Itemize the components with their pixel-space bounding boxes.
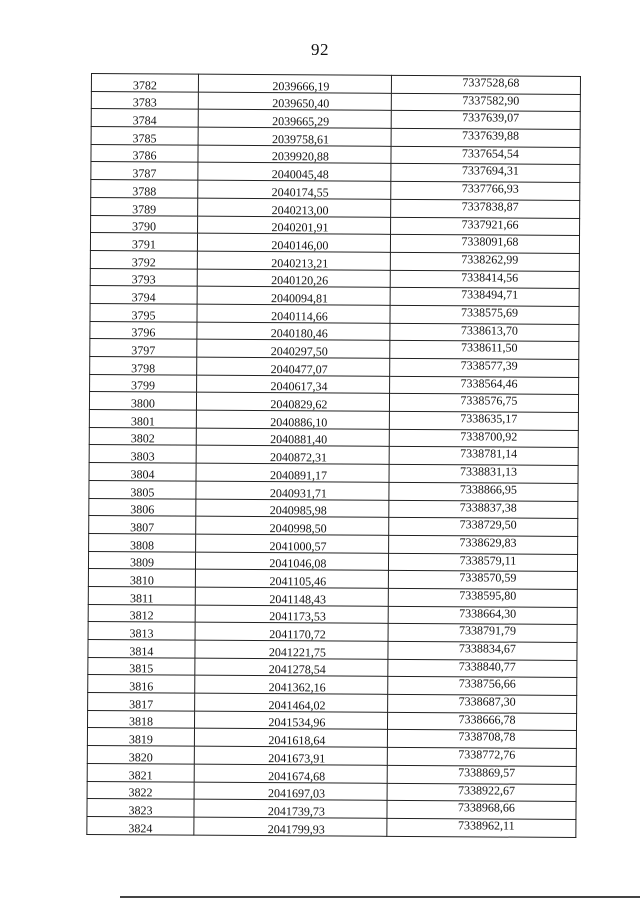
y-coordinate-cell: 7338962,11 bbox=[387, 818, 576, 837]
y-coordinate-cell: 7338635,17 bbox=[389, 411, 578, 430]
y-coordinate-cell: 7338866,95 bbox=[389, 482, 578, 501]
point-number-cell: 3796 bbox=[90, 321, 197, 339]
x-coordinate-cell: 2041799,93 bbox=[194, 817, 387, 836]
y-coordinate-cell: 7338834,67 bbox=[388, 641, 577, 660]
y-coordinate-cell: 7338666,78 bbox=[387, 712, 576, 731]
point-number-cell: 3788 bbox=[91, 180, 198, 198]
x-coordinate-cell: 2040180,46 bbox=[197, 322, 390, 341]
point-number-cell: 3813 bbox=[88, 622, 195, 640]
point-number-cell: 3820 bbox=[87, 746, 194, 764]
point-number-cell: 3801 bbox=[89, 410, 196, 428]
x-coordinate-cell: 2041170,72 bbox=[195, 622, 388, 641]
x-coordinate-cell: 2041464,02 bbox=[195, 693, 388, 712]
y-coordinate-cell: 7338869,57 bbox=[387, 765, 576, 784]
x-coordinate-cell: 2041534,96 bbox=[194, 711, 387, 730]
x-coordinate-cell: 2040114,66 bbox=[197, 304, 390, 323]
y-coordinate-cell: 7337639,88 bbox=[391, 128, 580, 147]
x-coordinate-cell: 2039665,29 bbox=[198, 110, 391, 129]
point-number-cell: 3814 bbox=[88, 639, 195, 657]
point-number-cell: 3806 bbox=[89, 498, 196, 516]
point-number-cell: 3808 bbox=[89, 533, 196, 551]
x-coordinate-cell: 2040174,55 bbox=[198, 180, 391, 199]
y-coordinate-cell: 7337639,07 bbox=[391, 111, 580, 130]
x-coordinate-cell: 2041221,75 bbox=[195, 640, 388, 659]
y-coordinate-cell: 7337528,68 bbox=[391, 75, 580, 94]
point-number-cell: 3783 bbox=[91, 91, 198, 109]
point-number-cell: 3824 bbox=[87, 816, 194, 834]
y-coordinate-cell: 7338414,56 bbox=[390, 270, 579, 289]
point-number-cell: 3822 bbox=[87, 781, 194, 799]
point-number-cell: 3786 bbox=[91, 144, 198, 162]
x-coordinate-cell: 2040094,81 bbox=[197, 286, 390, 305]
x-coordinate-cell: 2039650,40 bbox=[198, 92, 391, 111]
y-coordinate-cell: 7338611,50 bbox=[390, 341, 579, 360]
x-coordinate-cell: 2041000,57 bbox=[196, 534, 389, 553]
point-number-cell: 3818 bbox=[87, 710, 194, 728]
y-coordinate-cell: 7338756,66 bbox=[388, 677, 577, 696]
x-coordinate-cell: 2041673,91 bbox=[194, 746, 387, 765]
point-number-cell: 3823 bbox=[87, 799, 194, 817]
y-coordinate-cell: 7338575,69 bbox=[390, 305, 579, 324]
x-coordinate-cell: 2041173,53 bbox=[195, 605, 388, 624]
x-coordinate-cell: 2040297,50 bbox=[197, 339, 390, 358]
x-coordinate-cell: 2040045,48 bbox=[198, 163, 391, 182]
point-number-cell: 3797 bbox=[90, 339, 197, 357]
point-number-cell: 3790 bbox=[91, 215, 198, 233]
coordinates-table bbox=[86, 73, 581, 838]
point-number-cell: 3821 bbox=[87, 763, 194, 781]
x-coordinate-cell: 2041618,64 bbox=[194, 729, 387, 748]
x-coordinate-cell: 2041697,03 bbox=[194, 782, 387, 801]
y-coordinate-cell: 7338708,78 bbox=[387, 730, 576, 749]
x-coordinate-cell: 2040213,00 bbox=[198, 198, 391, 217]
point-number-cell: 3816 bbox=[88, 675, 195, 693]
x-coordinate-cell: 2040881,40 bbox=[196, 428, 389, 447]
point-number-cell: 3792 bbox=[90, 250, 197, 268]
y-coordinate-cell: 7338791,79 bbox=[388, 624, 577, 643]
x-coordinate-cell: 2040201,91 bbox=[197, 216, 390, 235]
point-number-cell: 3800 bbox=[89, 392, 196, 410]
x-coordinate-cell: 2041046,08 bbox=[195, 552, 388, 571]
y-coordinate-cell: 7338831,13 bbox=[389, 464, 578, 483]
point-number-cell: 3795 bbox=[90, 303, 197, 321]
point-number-cell: 3811 bbox=[88, 586, 195, 604]
x-coordinate-cell: 2040213,21 bbox=[197, 251, 390, 270]
x-coordinate-cell: 2040931,71 bbox=[196, 481, 389, 500]
x-coordinate-cell: 2040477,07 bbox=[197, 357, 390, 376]
x-coordinate-cell: 2040617,34 bbox=[197, 375, 390, 394]
y-coordinate-cell: 7338729,50 bbox=[389, 518, 578, 537]
point-number-cell: 3787 bbox=[91, 162, 198, 180]
point-number-cell: 3789 bbox=[91, 197, 198, 215]
y-coordinate-cell: 7338262,99 bbox=[390, 252, 579, 271]
x-coordinate-cell: 2041278,54 bbox=[195, 658, 388, 677]
y-coordinate-cell: 7338664,30 bbox=[388, 606, 577, 625]
point-number-cell: 3782 bbox=[91, 74, 198, 92]
point-number-cell: 3791 bbox=[90, 233, 197, 251]
y-coordinate-cell: 7338772,76 bbox=[387, 747, 576, 766]
y-coordinate-cell: 7338595,80 bbox=[388, 588, 577, 607]
x-coordinate-cell: 2039920,88 bbox=[198, 145, 391, 164]
x-coordinate-cell: 2041674,68 bbox=[194, 764, 387, 783]
point-number-cell: 3803 bbox=[89, 445, 196, 463]
y-coordinate-cell: 7338570,59 bbox=[388, 571, 577, 590]
x-coordinate-cell: 2040120,26 bbox=[197, 269, 390, 288]
x-coordinate-cell: 2040998,50 bbox=[196, 516, 389, 535]
y-coordinate-cell: 7338968,66 bbox=[387, 801, 576, 820]
y-coordinate-cell: 7338494,71 bbox=[390, 288, 579, 307]
y-coordinate-cell: 7337766,93 bbox=[391, 181, 580, 200]
x-coordinate-cell: 2041148,43 bbox=[195, 587, 388, 606]
x-coordinate-cell: 2041362,16 bbox=[195, 676, 388, 695]
y-coordinate-cell: 7338613,70 bbox=[390, 323, 579, 342]
point-number-cell: 3807 bbox=[89, 516, 196, 534]
y-coordinate-cell: 7337921,66 bbox=[390, 217, 579, 236]
point-number-cell: 3802 bbox=[89, 427, 196, 445]
y-coordinate-cell: 7338840,77 bbox=[388, 659, 577, 678]
point-number-cell: 3817 bbox=[88, 693, 195, 711]
x-coordinate-cell: 2039666,19 bbox=[198, 74, 391, 93]
point-number-cell: 3784 bbox=[91, 109, 198, 127]
y-coordinate-cell: 7338091,68 bbox=[390, 235, 579, 254]
x-coordinate-cell: 2040829,62 bbox=[196, 393, 389, 412]
bottom-rule bbox=[120, 896, 640, 898]
y-coordinate-cell: 7338564,46 bbox=[389, 376, 578, 395]
x-coordinate-cell: 2040146,00 bbox=[197, 233, 390, 252]
x-coordinate-cell: 2040886,10 bbox=[196, 410, 389, 429]
x-coordinate-cell: 2041105,46 bbox=[195, 569, 388, 588]
coordinates-table-body bbox=[87, 74, 581, 838]
y-coordinate-cell: 7337694,31 bbox=[391, 164, 580, 183]
y-coordinate-cell: 7338577,39 bbox=[390, 358, 579, 377]
y-coordinate-cell: 7338576,75 bbox=[389, 394, 578, 413]
y-coordinate-cell: 7338687,30 bbox=[387, 694, 576, 713]
point-number-cell: 3785 bbox=[91, 127, 198, 145]
point-number-cell: 3819 bbox=[87, 728, 194, 746]
y-coordinate-cell: 7337654,54 bbox=[391, 146, 580, 165]
point-number-cell: 3805 bbox=[89, 480, 196, 498]
y-coordinate-cell: 7338837,38 bbox=[389, 500, 578, 519]
y-coordinate-cell: 7338700,92 bbox=[389, 429, 578, 448]
y-coordinate-cell: 7338579,11 bbox=[388, 553, 577, 572]
x-coordinate-cell: 2039758,61 bbox=[198, 127, 391, 146]
point-number-cell: 3793 bbox=[90, 268, 197, 286]
point-number-cell: 3804 bbox=[89, 463, 196, 481]
point-number-cell: 3810 bbox=[88, 569, 195, 587]
page-number: 92 bbox=[311, 40, 329, 59]
point-number-cell: 3809 bbox=[88, 551, 195, 569]
y-coordinate-cell: 7337582,90 bbox=[391, 93, 580, 112]
y-coordinate-cell: 7338922,67 bbox=[387, 783, 576, 802]
x-coordinate-cell: 2040891,17 bbox=[196, 463, 389, 482]
point-number-cell: 3799 bbox=[90, 374, 197, 392]
point-number-cell: 3815 bbox=[88, 657, 195, 675]
point-number-cell: 3812 bbox=[88, 604, 195, 622]
y-coordinate-cell: 7338781,14 bbox=[389, 447, 578, 466]
x-coordinate-cell: 2040872,31 bbox=[196, 446, 389, 465]
table-row bbox=[87, 816, 576, 837]
y-coordinate-cell: 7338629,83 bbox=[388, 535, 577, 554]
point-number-cell: 3794 bbox=[90, 286, 197, 304]
x-coordinate-cell: 2040985,98 bbox=[196, 499, 389, 518]
y-coordinate-cell: 7337838,87 bbox=[391, 199, 580, 218]
point-number-cell: 3798 bbox=[90, 356, 197, 374]
x-coordinate-cell: 2041739,73 bbox=[194, 799, 387, 818]
